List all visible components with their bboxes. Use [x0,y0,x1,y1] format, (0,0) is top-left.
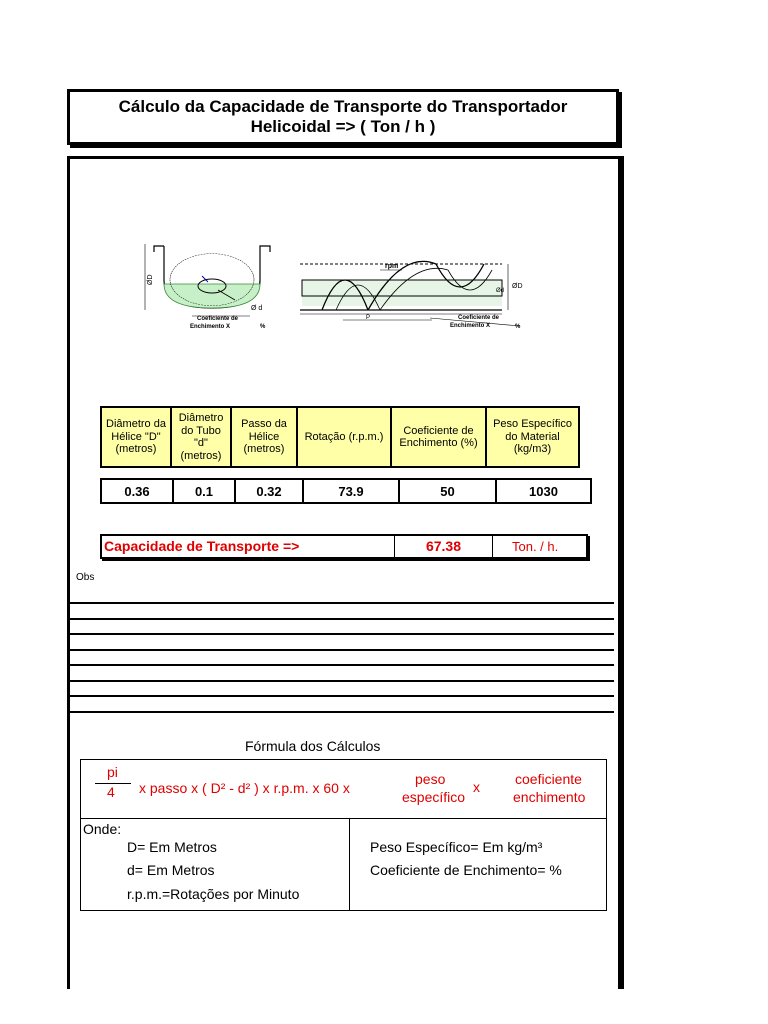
obs-line[interactable] [70,695,614,697]
parameter-value-table [100,478,592,504]
svg-text:Coeficiente de: Coeficiente de [458,315,500,321]
value-peso-especifico[interactable]: 1030 [496,479,591,503]
title-line-2: Helicoidal => ( Ton / h ) [250,117,436,136]
header-diametro-helice: Diâmetro da Hélice "D" (metros) [101,407,171,467]
obs-line[interactable] [70,602,614,604]
obs-line[interactable] [70,711,614,713]
header-passo-helice: Passo da Hélice (metros) [231,407,297,467]
formula-peso-1: peso [415,771,446,787]
onde-left-2: d= Em Metros [127,862,215,878]
svg-text:Ød: Ød [496,288,505,294]
title-line-1: Cálculo da Capacidade de Transporte do Transportador [118,97,568,116]
onde-left-3: r.p.m.=Rotações por Minuto [127,886,300,902]
onde-right-1: Peso Específico= Em kg/m³ [370,839,543,855]
onde-box [80,818,607,911]
header-peso-especifico: Peso Específico do Material (kg/m3) [486,407,579,467]
onde-label: Onde: [83,821,122,837]
page-title [67,89,619,145]
svg-text:%: % [260,324,266,330]
svg-text:ØD: ØD [147,274,154,285]
formula-box [80,759,607,819]
cross-section-diagram [145,244,270,330]
svg-text:Enchimento X: Enchimento X [450,323,491,329]
onde-divider [349,819,350,910]
header-coeficiente: Coeficiente de Enchimento (%) [391,407,486,467]
svg-text:Enchimento X: Enchimento X [190,324,231,330]
svg-text:Ø d: Ø d [251,305,263,312]
svg-text:P: P [366,315,371,321]
formula-pi: pi [107,764,118,780]
formula-coef-2: enchimento [513,789,586,805]
value-passo-helice[interactable]: 0.32 [235,479,303,503]
value-rotacao[interactable]: 73.9 [303,479,399,503]
longitudinal-diagram [300,261,523,330]
svg-text:ØD: ØD [512,283,523,290]
obs-line[interactable] [70,618,614,620]
formula-peso-2: específico [402,789,466,805]
onde-right-2: Coeficiente de Enchimento= % [370,862,562,878]
helicoid-diagrams [140,240,540,340]
capacity-row [100,534,588,559]
formula-coef-1: coeficiente [515,771,582,787]
header-rotacao: Rotação (r.p.m.) [297,407,391,467]
formula-expression: x passo x ( D² - d² ) x r.p.m. x 60 x [139,780,350,796]
onde-left-1: D= Em Metros [127,839,217,855]
svg-text:rpm: rpm [385,263,399,270]
obs-line[interactable] [70,649,614,651]
obs-line[interactable] [70,664,614,666]
value-diametro-tubo[interactable]: 0.1 [173,479,235,503]
svg-text:%: % [515,324,521,330]
formula-title: Fórmula dos Cálculos [245,738,381,754]
parameter-header-table [100,406,580,468]
capacity-value: 67.38 [394,536,493,557]
capacity-label: Capacidade de Transporte => [104,538,300,554]
svg-text:Coeficiente de: Coeficiente de [197,316,239,322]
obs-line[interactable] [70,680,614,682]
value-diametro-helice[interactable]: 0.36 [101,479,173,503]
formula-x: x [473,779,480,795]
header-diametro-tubo: Diâmetro do Tubo "d" (metros) [171,407,231,467]
obs-label: Obs [76,572,95,583]
value-coeficiente[interactable]: 50 [399,479,496,503]
capacity-unit: Ton. / h. [512,539,559,554]
formula-four: 4 [107,784,115,800]
obs-line[interactable] [70,633,614,635]
